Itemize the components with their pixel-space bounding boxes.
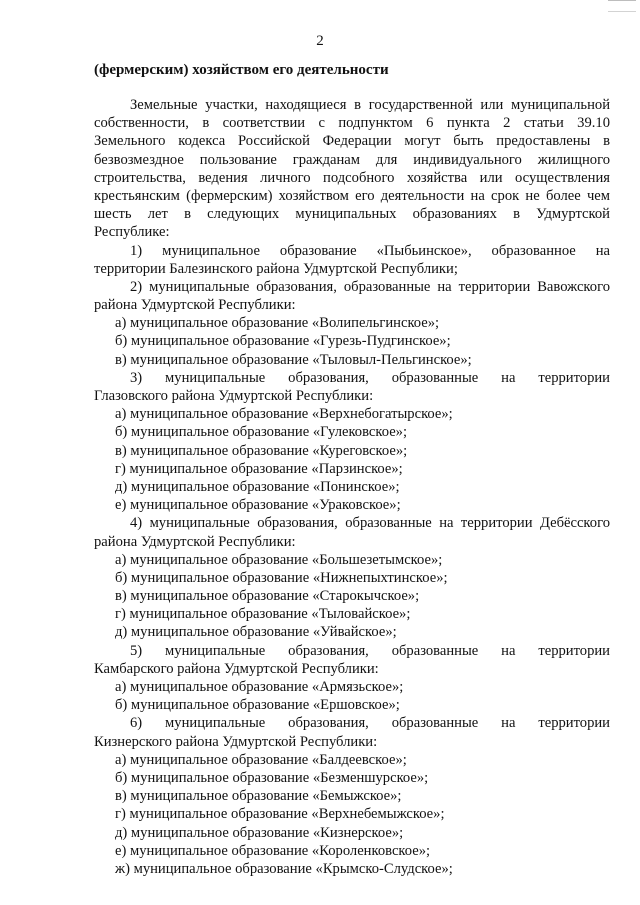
text-line: ж) муниципальное образование «Крымско-Слудское»; xyxy=(115,860,453,877)
text-line: е) муниципальное образование «Ураковское»; xyxy=(115,497,401,514)
text-line: в) муниципальное образование «Тыловыл-Пельгинское»; xyxy=(115,351,472,368)
text-line: Земельные участки, находящиеся в государственной или муниципальной xyxy=(130,97,610,113)
text-line: 3) муниципальные образования, образованные на территории xyxy=(130,369,610,386)
text-line: а) муниципальное образование «Армязьское»; xyxy=(115,679,404,695)
text-line: шесть лет в следующих муниципальных образованиях в Удмуртской xyxy=(94,206,610,223)
text-line: г) муниципальное образование «Тыловайское»; xyxy=(115,606,411,623)
text-line: Земельного кодекса Российской Федерации могут быть предоставлены в xyxy=(94,133,610,150)
text-line: Республике: xyxy=(94,224,170,241)
text-line: д) муниципальное образование «Уйвайское»; xyxy=(115,624,397,641)
text-line: а) муниципальное образование «Балдеевское»; xyxy=(115,751,407,768)
text-line: собственности, в соответствии с подпунктом 6 пункта 2 статьи 39.10 xyxy=(94,115,610,132)
text-line: 4) муниципальные образования, образованные на территории Дебёсского xyxy=(130,515,610,532)
text-line: 6) муниципальные образования, образованные на территории xyxy=(130,715,610,732)
text-line: строительства, ведения личного подсобного хозяйства или осуществления xyxy=(94,169,610,186)
text-line: г) муниципальное образование «Верхнебемыжское»; xyxy=(115,806,445,823)
text-line: б) муниципальное образование «Гулековское»; xyxy=(115,424,408,441)
text-line: 5) муниципальные образования, образованные на территории xyxy=(130,642,610,659)
text-line: района Удмуртской Республики: xyxy=(94,297,296,314)
text-line: в) муниципальное образование «Бемыжское»; xyxy=(115,788,402,805)
text-line: б) муниципальное образование «Гурезь-Пудгинское»; xyxy=(115,333,451,350)
text-line: безвозмездное пользование гражданам для индивидуального жилищного xyxy=(94,151,610,168)
scan-edge-mark xyxy=(608,0,636,12)
text-line: Камбарского района Удмуртской Республики: xyxy=(94,660,379,677)
text-line: е) муниципальное образование «Короленковское»; xyxy=(115,842,431,859)
text-line: а) муниципальное образование «Волипельгинское»; xyxy=(115,315,440,332)
text-line: б) муниципальное образование «Нижнепыхтинское»; xyxy=(115,569,448,586)
text-line: 1) муниципальное образование «Пыбьинское», образованное на xyxy=(130,242,610,259)
text-line: территории Балезинского района Удмуртской Республики; xyxy=(94,260,458,277)
section-heading: (фермерским) хозяйством его деятельности xyxy=(94,62,389,78)
document-body xyxy=(94,96,610,878)
text-line: 2) муниципальные образования, образованные на территории Вавожского xyxy=(130,278,610,295)
text-line: а) муниципальное образование «Верхнебогатырское»; xyxy=(115,406,453,423)
page-number: 2 xyxy=(316,33,324,49)
text-line: района Удмуртской Республики: xyxy=(94,533,296,550)
text-line: в) муниципальное образование «Старокычское»; xyxy=(115,588,420,605)
text-line: а) муниципальное образование «Большезетымское»; xyxy=(115,551,443,568)
text-line: Кизнерского района Удмуртской Республики: xyxy=(94,733,378,750)
text-line: г) муниципальное образование «Парзинское»; xyxy=(115,460,403,477)
text-line: д) муниципальное образование «Кизнерское»; xyxy=(115,824,404,841)
text-line: б) муниципальное образование «Ершовское»; xyxy=(115,697,400,714)
text-line: в) муниципальное образование «Куреговское»; xyxy=(115,442,408,459)
text-line: б) муниципальное образование «Безменшурское»; xyxy=(115,769,429,786)
text-line: Глазовского района Удмуртской Республики: xyxy=(94,388,374,404)
text-line: крестьянским (фермерским) хозяйством его деятельности на срок не более чем xyxy=(94,187,610,204)
text-line: д) муниципальное образование «Понинское»; xyxy=(115,478,400,495)
